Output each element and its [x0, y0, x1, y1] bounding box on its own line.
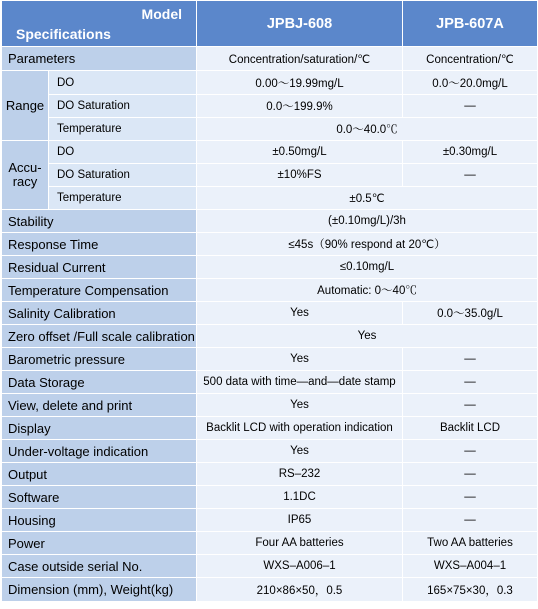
table-row — [2, 141, 538, 164]
row-label-dimension-weight: Dimension (mm), Weight(kg) — [2, 578, 197, 602]
table-row — [2, 440, 538, 463]
sub-label-do-saturation: DO Saturation — [49, 164, 197, 187]
row-label-under-voltage: Under-voltage indication — [2, 440, 197, 463]
value-b: — — [403, 486, 538, 509]
table-row — [2, 256, 538, 279]
table-row — [2, 210, 538, 233]
table-row — [2, 302, 538, 325]
value-b: — — [403, 509, 538, 532]
table-row — [2, 118, 538, 141]
table-row — [2, 348, 538, 371]
row-label-power: Power — [2, 532, 197, 555]
table-row — [2, 371, 538, 394]
table-row — [2, 394, 538, 417]
row-label-view-delete-print: View, delete and print — [2, 394, 197, 417]
value-merged: Automatic: 0～40℃ — [197, 279, 538, 302]
table-row — [2, 555, 538, 578]
row-label-output: Output — [2, 463, 197, 486]
value-merged: Yes — [197, 325, 538, 348]
value-b: 0.0～35.0g/L — [403, 302, 538, 325]
model-label: Model — [141, 6, 182, 22]
specifications-table — [1, 0, 538, 602]
value-b: — — [403, 348, 538, 371]
table-row — [2, 578, 538, 602]
table-row — [2, 95, 538, 118]
sub-label-do: DO — [49, 71, 197, 95]
value-a: 0.0～199.9% — [197, 95, 403, 118]
value-b: 0.0～20.0mg/L — [403, 71, 538, 95]
value-a: Yes — [197, 348, 403, 371]
value-a: Four AA batteries — [197, 532, 403, 555]
value-a: ±10%FS — [197, 164, 403, 187]
table-row — [2, 532, 538, 555]
value-a: RS–232 — [197, 463, 403, 486]
value-a: 210×86×50，0.5 — [197, 578, 403, 602]
value-a: 1.1DC — [197, 486, 403, 509]
value-merged: (±0.10mg/L)/3h — [197, 210, 538, 233]
table-row — [2, 417, 538, 440]
group-label-accuracy — [2, 141, 49, 210]
header-corner-cell — [2, 1, 197, 47]
table-row — [2, 509, 538, 532]
value-b: — — [403, 463, 538, 486]
sub-label-temperature: Temperature — [49, 118, 197, 141]
value-a: IP65 — [197, 509, 403, 532]
value-merged: ≤45s（90% respond at 20℃） — [197, 233, 538, 256]
row-label-response-time: Response Time — [2, 233, 197, 256]
row-label-zero-offset: Zero offset /Full scale calibration — [2, 325, 197, 348]
row-label-display: Display — [2, 417, 197, 440]
value-a: ±0.50mg/L — [197, 141, 403, 164]
sub-label-do-saturation: DO Saturation — [49, 95, 197, 118]
value-merged: ±0.5℃ — [197, 187, 538, 210]
value-b: — — [403, 440, 538, 463]
row-label-stability: Stability — [2, 210, 197, 233]
table-row — [2, 279, 538, 302]
row-label-case-serial: Case outside serial No. — [2, 555, 197, 578]
row-label-temperature-compensation: Temperature Compensation — [2, 279, 197, 302]
table-row — [2, 463, 538, 486]
table-row — [2, 47, 538, 71]
specifications-label: Specifications — [16, 26, 111, 42]
row-label-housing: Housing — [2, 509, 197, 532]
value-b: Two AA batteries — [403, 532, 538, 555]
value-a: Yes — [197, 302, 403, 325]
row-label-software: Software — [2, 486, 197, 509]
table-row — [2, 325, 538, 348]
value-a: Concentration/saturation/℃ — [197, 47, 403, 71]
table-row — [2, 233, 538, 256]
value-b: Backlit LCD — [403, 417, 538, 440]
value-b: — — [403, 164, 538, 187]
value-a: 0.00～19.99mg/L — [197, 71, 403, 95]
value-a: Backlit LCD with operation indication — [197, 417, 403, 440]
value-b: — — [403, 371, 538, 394]
group-label-range: Range — [2, 71, 49, 141]
sub-label-temperature: Temperature — [49, 187, 197, 210]
value-a: 500 data with time—and—date stamp — [197, 371, 403, 394]
table-row — [2, 486, 538, 509]
row-label-salinity-calibration: Salinity Calibration — [2, 302, 197, 325]
value-b: — — [403, 95, 538, 118]
table-row — [2, 164, 538, 187]
value-a: WXS–A006–1 — [197, 555, 403, 578]
table-row — [2, 71, 538, 95]
sub-label-do: DO — [49, 141, 197, 164]
row-label-barometric-pressure: Barometric pressure — [2, 348, 197, 371]
accuracy-label-line1: Accu- — [8, 160, 42, 175]
value-a: Yes — [197, 440, 403, 463]
model-a-header: JPBJ-608 — [197, 1, 403, 47]
value-b: WXS–A004–1 — [403, 555, 538, 578]
row-label-data-storage: Data Storage — [2, 371, 197, 394]
value-b: Concentration/℃ — [403, 47, 538, 71]
value-merged: 0.0～40.0℃ — [197, 118, 538, 141]
table-row — [2, 187, 538, 210]
value-a: Yes — [197, 394, 403, 417]
model-b-header: JPB-607A — [403, 1, 538, 47]
value-b: — — [403, 394, 538, 417]
accuracy-label-line2: racy — [12, 174, 38, 189]
value-b: ±0.30mg/L — [403, 141, 538, 164]
value-merged: ≤0.10mg/L — [197, 256, 538, 279]
header-row — [2, 1, 538, 47]
row-label-parameters: Parameters — [2, 47, 197, 71]
value-b: 165×75×30，0.3 — [403, 578, 538, 602]
row-label-residual-current: Residual Current — [2, 256, 197, 279]
